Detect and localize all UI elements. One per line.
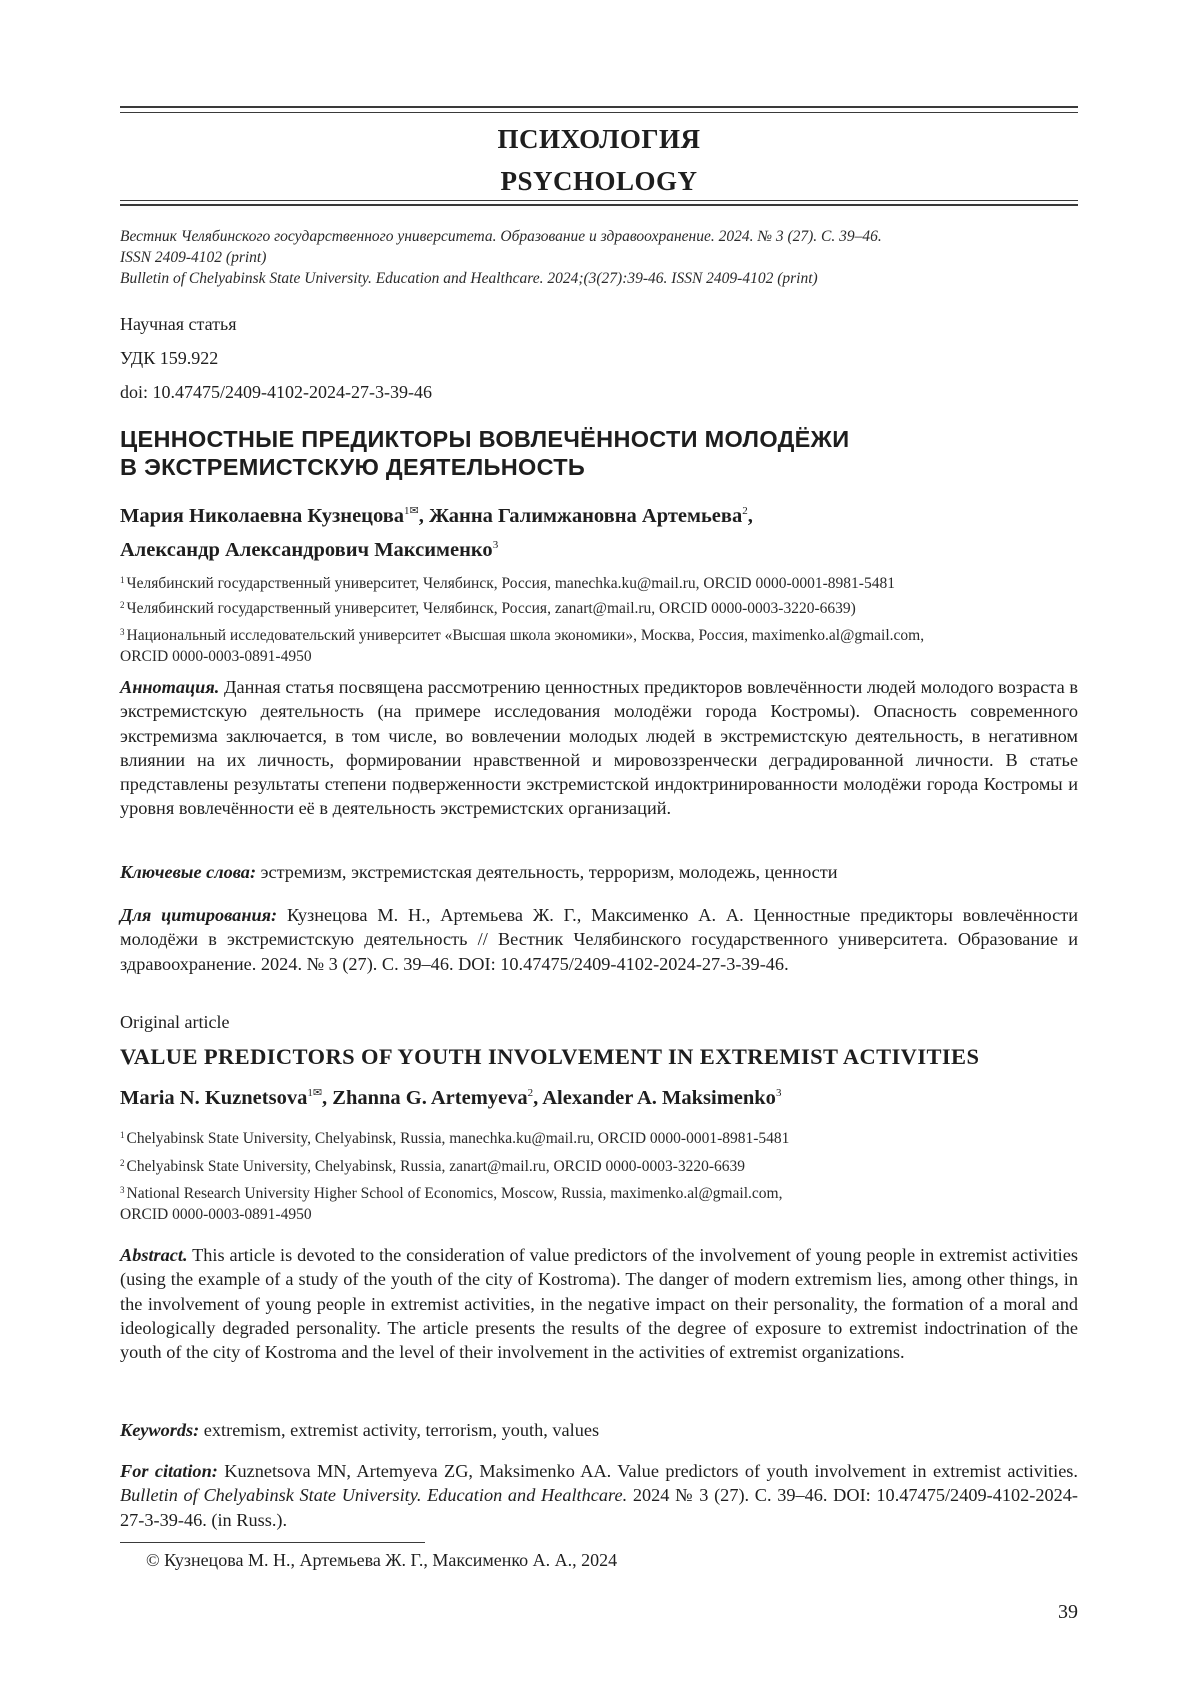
udc: УДК 159.922 — [120, 348, 219, 368]
authors-en: Maria N. Kuznetsova$^{1✉}$, Zhanna G. Artemyeva$^2$, Alexander A. Maksimenko$^3$ — [120, 1087, 782, 1109]
article-title-ru-line1: ЦЕННОСТНЫЕ ПРЕДИКТОРЫ ВОВЛЕЧЁННОСТИ МОЛОДЁЖИ — [120, 426, 850, 452]
author-ru-3-affiliation-mark: 3 — [492, 539, 499, 551]
citation-en-journal: Bulletin of Chelyabinsk State University. Education and Healthcare. — [120, 1485, 628, 1506]
author-ru-2: Жанна Галимжановна Артемьева — [429, 505, 743, 527]
abstract-en — [120, 1243, 1078, 1364]
author-en-3: Alexander A. Maksimenko — [542, 1087, 776, 1109]
keywords-ru — [120, 860, 1078, 884]
affiliation-ru-2: $^2$ Челябинский государственный университет, Челябинск, Россия, zanart@mail.ru, ORCID 0000-0003-3220-6639) — [120, 600, 856, 617]
abstract-en-text: This article is devoted to the consideration of value predictors of the involvement of young people in extremist activities (using the example of a study of the youth of the city of Kostroma). The danger of modern extremism lies, among other things, in the involvement of young people in extremist activities, in the negative impact on their personality, the formation of a moral and ideologically degraded personality. The article presents the results of the degree of exposure to extremist indoctrination of the youth of the city of Kostroma and the level of their involvement in the activities of extremist organizations. — [120, 1245, 1078, 1363]
author-en-3-affiliation-mark: 3 — [775, 1087, 782, 1099]
article-type-en: Original article — [120, 1012, 230, 1032]
journal-ref-ru: Вестник Челябинского государственного университета. Образование и здравоохранение. 2024. № 3 (27). С. 39–46. — [120, 228, 882, 245]
article-type-ru: Научная статья — [120, 314, 237, 334]
keywords-ru-label: Ключевые слова: — [120, 862, 257, 882]
authors-ru: Мария Николаевна Кузнецова$^{1✉}$, Жанна Галимжановна Артемьева$^2$, Александр Александрович Максименко$^3$ — [120, 505, 753, 561]
page-number: 39 — [1058, 1601, 1078, 1623]
affiliation-ru-3: $^3$ Национальный исследовательский университет «Высшая школа экономики», Москва, Россия, maximenko.al@gmail.com, ORCID 0000-0003-0891-4950 — [120, 627, 925, 665]
abstract-ru — [120, 675, 1078, 821]
affiliation-en-1: $^1$ Chelyabinsk State University, Chelyabinsk, Russia, manechka.ku@mail.ru, ORCID 0000-0001-8981-5481 — [120, 1130, 790, 1147]
header-rule-bottom-thick — [120, 204, 1078, 206]
author-ru-3: Александр Александрович Максименко — [120, 539, 493, 561]
citation-ru-label: Для цитирования: — [120, 905, 278, 925]
journal-issn: ISSN 2409-4102 (print) — [120, 249, 267, 266]
abstract-en-label: Abstract. — [120, 1245, 188, 1265]
article-title-ru-line2: В ЭКСТРЕМИСТСКУЮ ДЕЯТЕЛЬНОСТЬ — [120, 454, 586, 480]
affiliation-en-2: $^2$ Chelyabinsk State University, Chelyabinsk, Russia, zanart@mail.ru, ORCID 0000-0003-3220-6639 — [120, 1158, 746, 1175]
article-title-ru — [120, 425, 1078, 481]
header-rule-top-thin — [120, 112, 1078, 113]
author-en-2: Zhanna G. Artemyeva — [332, 1087, 528, 1109]
author-en-1-affiliation-mark: 1✉ — [307, 1087, 323, 1099]
section-title-ru: ПСИХОЛОГИЯ — [497, 124, 701, 154]
citation-ru — [120, 903, 1078, 976]
citation-en-label: For citation: — [120, 1461, 218, 1481]
author-en-2-affiliation-mark: 2 — [527, 1087, 534, 1099]
journal-reference — [120, 226, 1078, 289]
keywords-ru-text: эстремизм, экстремистская деятельность, терроризм, молодежь, ценности — [260, 862, 838, 882]
keywords-en-label: Keywords: — [120, 1420, 200, 1440]
citation-ru-text: Кузнецова М. Н., Артемьева Ж. Г., Максименко А. А. Ценностные предикторы вовлечённости молодёжи в экстремистскую деятельность // Вестник Челябинского государственного университета. Образование и здравоохранение. 2024. № 3 (27). С. 39–46. DOI: 10.47475/2409-4102-2024-27-3-39-46. — [120, 905, 1078, 974]
article-title-en: VALUE PREDICTORS OF YOUTH INVOLVEMENT IN EXTREMIST ACTIVITIES — [120, 1044, 980, 1069]
citation-en-text-2: 2024 № 3 (27). С. 39–46. DOI: 10.47475/2409-4102-2024-27-3-39-46. (in Russ.). — [120, 1485, 1079, 1530]
citation-en — [120, 1459, 1078, 1532]
journal-ref-en: Bulletin of Chelyabinsk State University. Education and Healthcare. 2024;(3(27):39-46. ISSN 2409-4102 (print) — [120, 270, 818, 287]
author-ru-2-affiliation-mark: 2 — [742, 505, 748, 517]
affiliation-ru-1: $^1$ Челябинский государственный университет, Челябинск, Россия, manechka.ku@mail.ru, ORCID 0000-0001-8981-5481 — [120, 575, 895, 592]
keywords-en — [120, 1418, 1078, 1442]
section-title-en: PSYCHOLOGY — [500, 166, 698, 196]
citation-en-text-1: Kuznetsova MN, Artemyeva ZG, Maksimenko AA. Value predictors of youth involvement in extremist activities. — [224, 1461, 1078, 1481]
affiliation-en-3: $^3$ National Research University Higher School of Economics, Moscow, Russia, maximenko.al@gmail.com, ORCID 0000-0003-0891-4950 — [120, 1185, 783, 1223]
author-en-1: Maria N. Kuznetsova — [120, 1087, 308, 1109]
author-ru-1-affiliation-mark: 1✉ — [404, 505, 419, 517]
keywords-en-text: extremism, extremist activity, terrorism, youth, values — [203, 1420, 600, 1440]
header-rule-bottom-thin — [120, 200, 1078, 201]
author-ru-1: Мария Николаевна Кузнецова — [120, 505, 405, 527]
doi: doi: 10.47475/2409-4102-2024-27-3-39-46 — [120, 382, 432, 402]
abstract-ru-label: Аннотация. — [120, 677, 220, 697]
abstract-ru-text: Данная статья посвящена рассмотрению ценностных предикторов вовлечённости людей молодого возраста в экстремистскую деятельность (на примере исследования молодёжи города Костромы). Опасность современного экстремизма заключается, в том числе, во вовлечении молодых людей в экстремистскую деятельность, в негативном влиянии на их личность, формировании нравственной и мировоззренчески деградированной личности. В статье представлены результаты степени подверженности экстремистской индоктринированности молодёжи города Костромы и уровня вовлечённости её в деятельность экстремистских организаций. — [120, 677, 1078, 819]
header-rule-top-thick — [120, 106, 1078, 108]
footnote-rule — [120, 1542, 425, 1543]
copyright-notice: © Кузнецова М. Н., Артемьева Ж. Г., Максименко А. А., 2024 — [146, 1550, 618, 1570]
